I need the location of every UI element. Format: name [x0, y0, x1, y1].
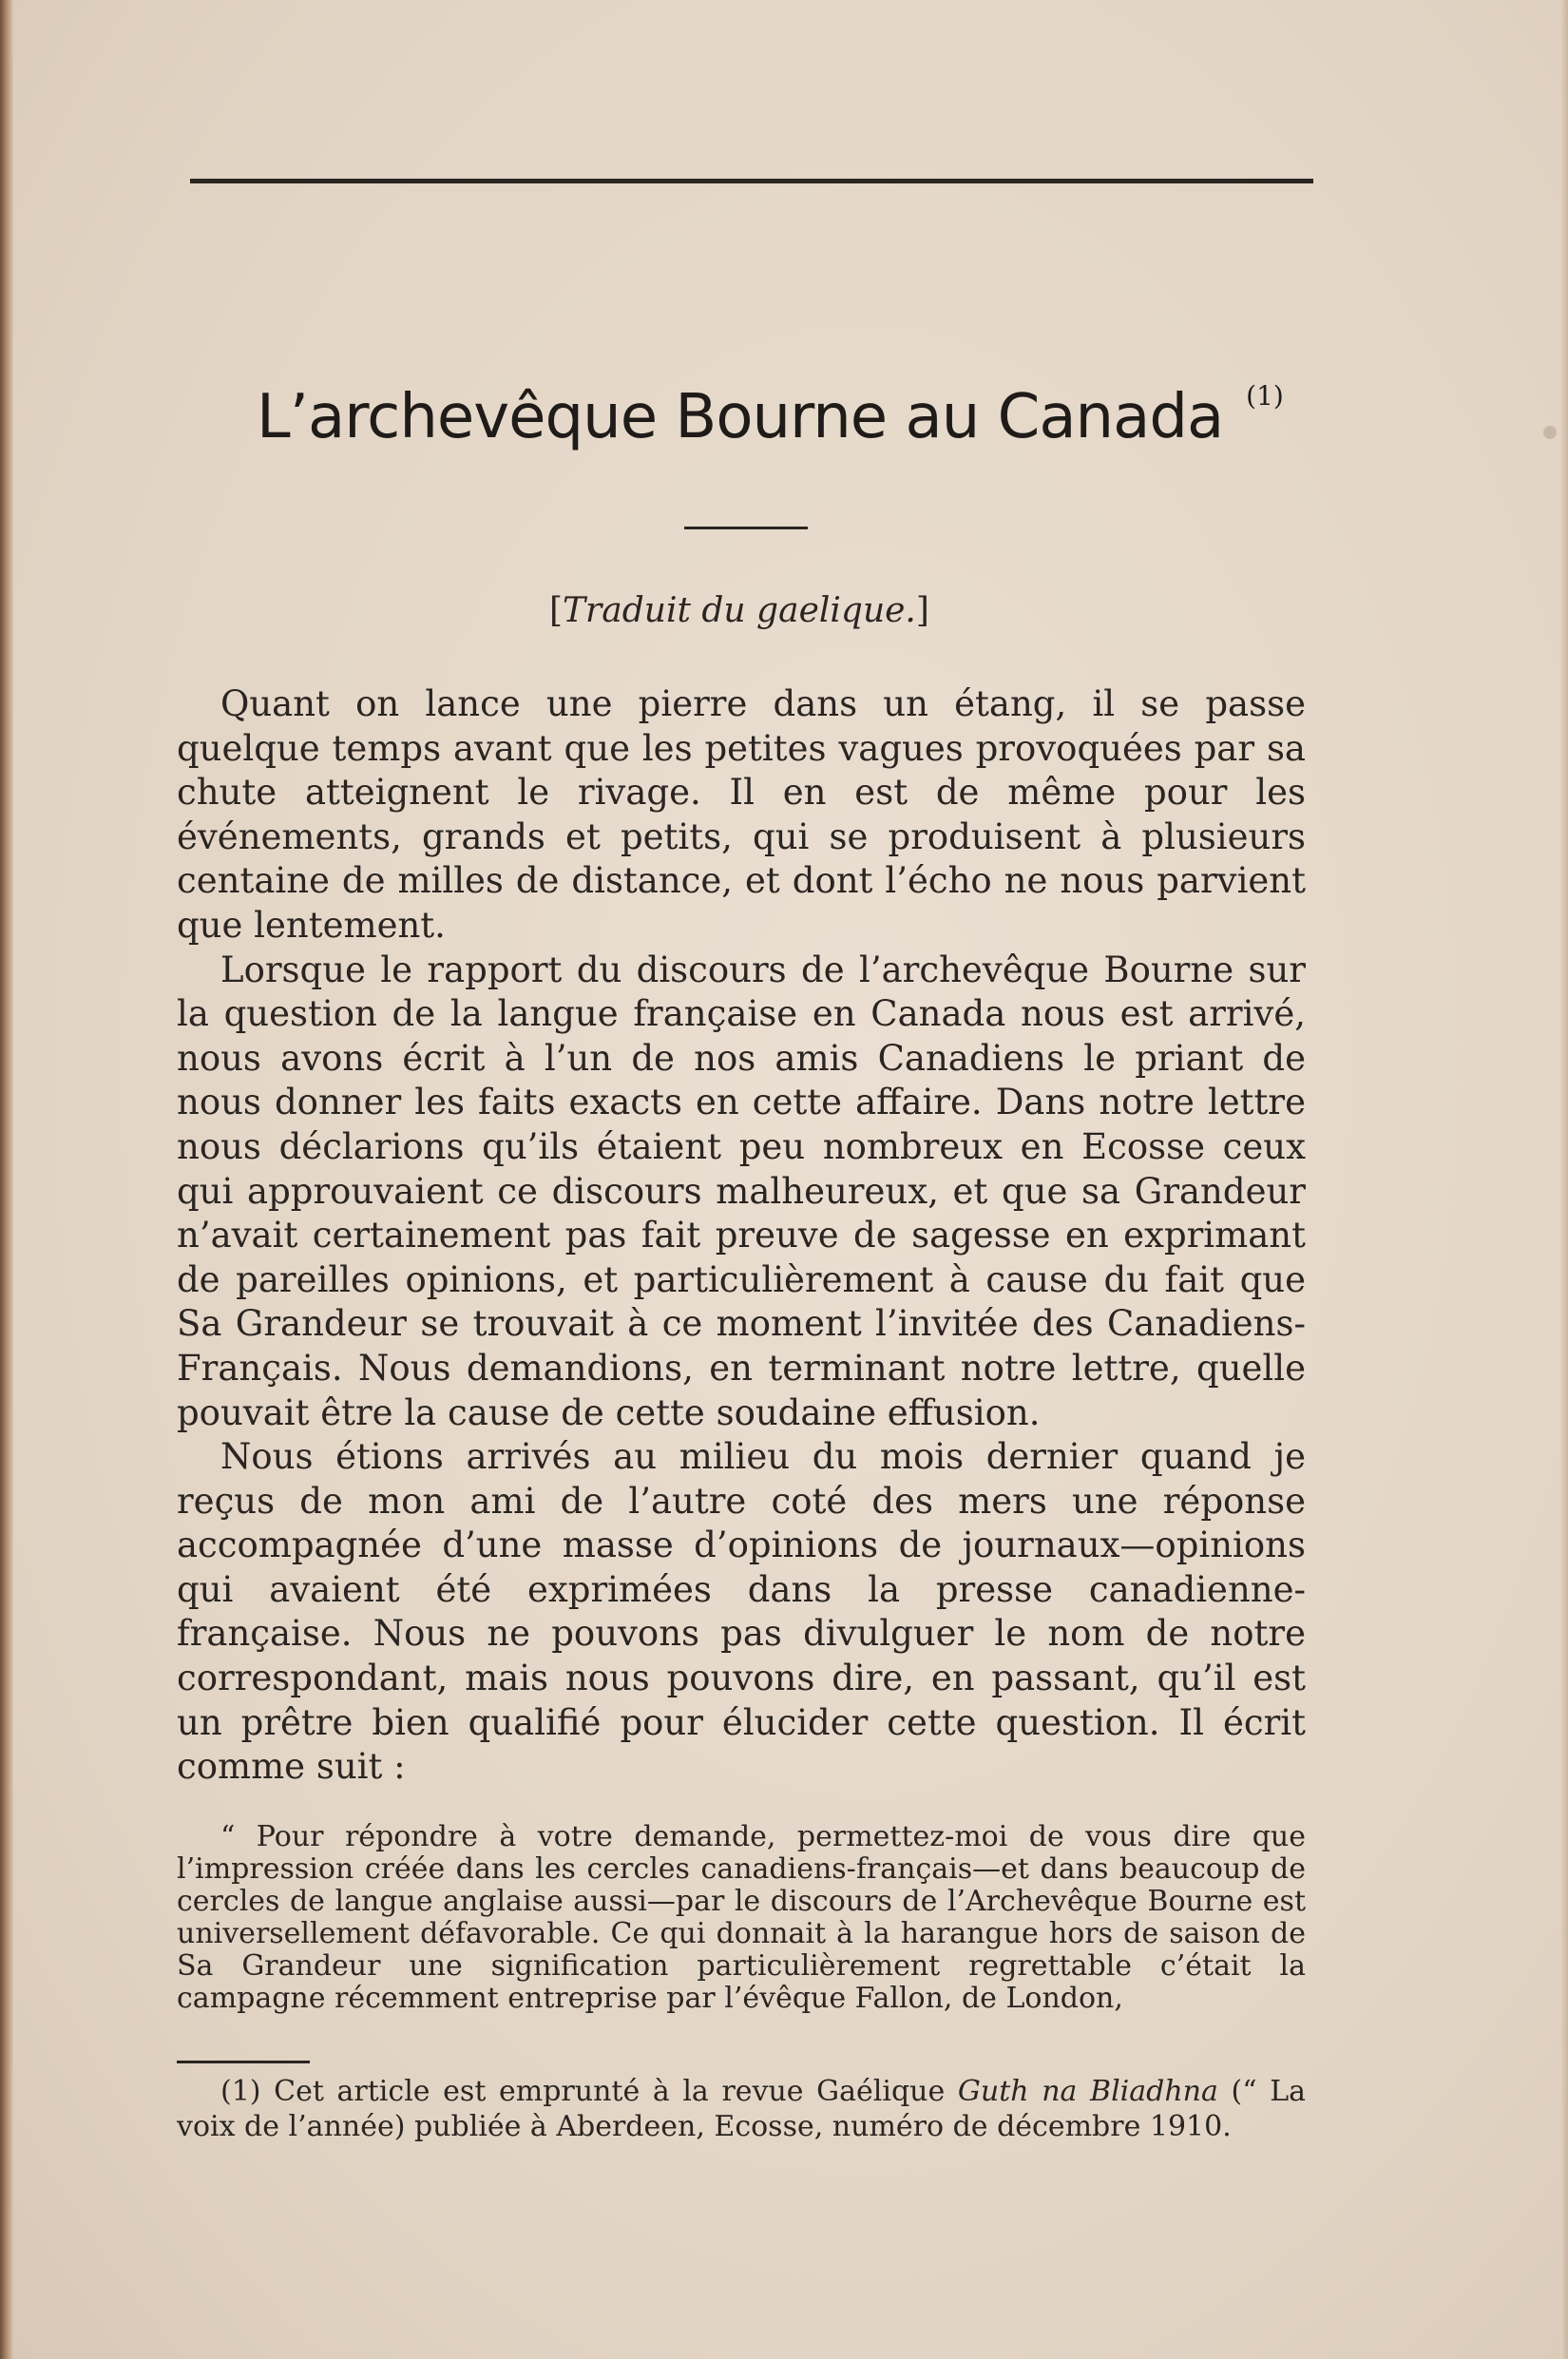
footnote-text [177, 2074, 1306, 2144]
paragraph-1: Quant on lance une pierre dans un étang, il se passe quelque temps avant que les petites vagues provoquées par sa chute atteignent le rivage. Il en est de même pour les événements, grands et petits, qui se produisent à plusieurs centaine de milles de distance, et dont l’écho ne nous parvient que lentement. [177, 683, 1306, 946]
subtitle-text: Traduit du gaelique. [563, 591, 916, 630]
header-rule [190, 179, 1313, 183]
footnote [177, 2074, 1306, 2144]
letter-quote [177, 1821, 1306, 2015]
paragraph-3: Nous étions arrivés au milieu du mois dernier quand je reçus de mon ami de l’autre coté des mers une réponse accompagnée d’une masse d’opinions de journaux—opinions qui avaient été exprimées dans la presse canadienne-française. Nous ne pouvons pas divulguer le nom de notre correspondant, mais nous pouvons dire, en passant, qu’il est un prêtre bien qualifié pour élucider cette question. Il écrit comme suit : [177, 1436, 1306, 1788]
article-body [177, 682, 1306, 1790]
article-subtitle [549, 591, 948, 630]
footnote-tail: (“ La voix de l’année) publiée à Aberdeen, Ecosse, numéro de décembre 1910. [177, 2075, 1307, 2143]
page-right-edge [1560, 0, 1568, 2359]
subtitle-bracket-open: [ [549, 591, 564, 630]
paper-spot [1543, 426, 1557, 439]
footnote-marker: (1) [1246, 380, 1284, 412]
subtitle-bracket-close: ] [915, 591, 929, 630]
footnote-journal: Guth na Bliadhna [957, 2075, 1218, 2108]
footnote-rule [177, 2061, 310, 2063]
footnote-lead: (1) Cet article est emprunté à la revue Gaélique [220, 2075, 946, 2108]
article-title-text: L’archevêque Bourne au Canada [257, 382, 1224, 452]
paragraph-2: Lorsque le rapport du discours de l’archevêque Bourne sur la question de la langue française en Canada nous est arrivé, nous avons écrit à l’un de nos amis Canadiens le priant de nous donner les faits exacts en cette affaire. Dans notre lettre nous déclarions qu’ils étaient peu nombreux en Ecosse ceux qui approuvaient ce discours malheureux, et que sa Grandeur n’avait certainement pas fait preuve de sagesse en exprimant de pareilles opinions, et particulièrement à cause du fait que Sa Grandeur se trouvait à ce moment l’invitée des Canadiens-Français. Nous demandions, en terminant notre lettre, quelle pouvait être la cause de cette soudaine effusion. [177, 949, 1306, 1433]
title-rule [684, 527, 808, 529]
article-title [257, 380, 1284, 452]
page-binding-edge [0, 0, 13, 2359]
quote-text: “ Pour répondre à votre demande, permettez-moi de vous dire que l’impression créée dans les cercles canadiens-français—et dans beaucoup de cercles de langue anglaise aussi—par le discours de l’Archevêque Bourne est universellement défavorable. Ce qui donnait à la harangue hors de saison de Sa Grandeur une signification particulièrement regrettable c’était la campagne récemment entreprise par l’évêque Fallon, de London, [177, 1820, 1306, 2015]
